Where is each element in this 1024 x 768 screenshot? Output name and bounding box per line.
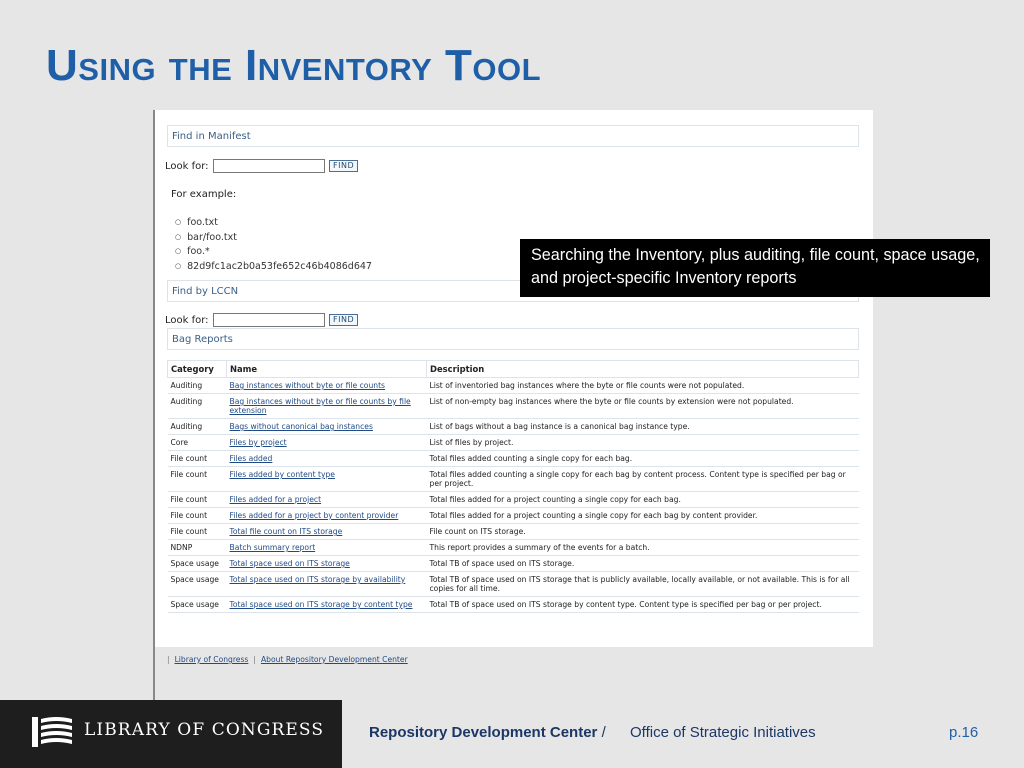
- manifest-search-input[interactable]: [213, 159, 325, 173]
- report-link[interactable]: Files added by content type: [227, 467, 427, 492]
- find-by-lccn-heading: Find by LCCN: [167, 280, 859, 302]
- footer-separator: /: [601, 724, 606, 741]
- report-link[interactable]: Total file count on ITS storage: [227, 524, 427, 540]
- example-item: ○ foo.*: [175, 244, 372, 259]
- left-margin: [0, 110, 153, 700]
- lccn-find-button[interactable]: FIND: [329, 314, 358, 326]
- inventory-screenshot: [153, 110, 873, 700]
- right-margin: [873, 110, 1024, 700]
- table-row: [168, 378, 859, 394]
- footer-link-loc[interactable]: Library of Congress: [174, 655, 249, 664]
- row-description: This report provides a summary of the events for a batch.: [427, 540, 859, 556]
- report-link[interactable]: Files added for a project by content provider: [227, 508, 427, 524]
- table-row: [168, 572, 859, 597]
- row-description: List of non-empty bag instances where the byte or file counts by extension were not populated.: [427, 394, 859, 419]
- table-row: [168, 394, 859, 419]
- row-category: Core: [168, 435, 227, 451]
- report-link[interactable]: Total space used on ITS storage by availability: [227, 572, 427, 597]
- table-header-row: [168, 361, 859, 378]
- table-row: [168, 419, 859, 435]
- report-link[interactable]: Bag instances without byte or file counts: [227, 378, 427, 394]
- lccn-search-row: [165, 313, 358, 328]
- row-category: Auditing: [168, 378, 227, 394]
- table-row: [168, 508, 859, 524]
- row-category: Space usage: [168, 597, 227, 613]
- footer-divider: |: [167, 655, 170, 664]
- row-category: Auditing: [168, 419, 227, 435]
- row-category: File count: [168, 467, 227, 492]
- look-for-label: Look for:: [165, 161, 209, 172]
- table-row: [168, 540, 859, 556]
- row-description: List of bags without a bag instance is a canonical bag instance type.: [427, 419, 859, 435]
- column-header-name: Name: [227, 361, 427, 378]
- bag-reports-table: [167, 360, 859, 613]
- row-description: Total TB of space used on ITS storage.: [427, 556, 859, 572]
- row-category: Auditing: [168, 394, 227, 419]
- report-link[interactable]: Batch summary report: [227, 540, 427, 556]
- row-category: File count: [168, 524, 227, 540]
- row-description: Total files added counting a single copy for each bag.: [427, 451, 859, 467]
- center-name: Repository Development Center: [369, 724, 598, 741]
- row-category: File count: [168, 492, 227, 508]
- report-link[interactable]: Total space used on ITS storage: [227, 556, 427, 572]
- table-row: [168, 556, 859, 572]
- table-row: [168, 597, 859, 613]
- bottom-bar: [0, 700, 1024, 768]
- report-link[interactable]: Total space used on ITS storage by content type: [227, 597, 427, 613]
- example-list: [175, 215, 372, 273]
- table-row: [168, 492, 859, 508]
- footer-link-about[interactable]: About Repository Development Center: [260, 655, 408, 664]
- report-link[interactable]: Bag instances without byte or file counts by file extension: [227, 394, 427, 419]
- table-row: [168, 467, 859, 492]
- column-header-category: Category: [168, 361, 227, 378]
- loc-brand-block: [0, 700, 342, 768]
- row-category: Space usage: [168, 572, 227, 597]
- report-link[interactable]: Files by project: [227, 435, 427, 451]
- example-item: ○ 82d9fc1ac2b0a53fe652c46b4086d647: [175, 259, 372, 274]
- row-category: File count: [168, 508, 227, 524]
- row-category: Space usage: [168, 556, 227, 572]
- row-description: Total files added counting a single copy for each bag by content process. Content type is specified per bag or per project.: [427, 467, 859, 492]
- footer-links: [167, 655, 408, 664]
- row-description: List of files by project.: [427, 435, 859, 451]
- page-number: p.16: [949, 724, 979, 741]
- loc-wordmark: LIBRARY OF CONGRESS: [84, 720, 325, 740]
- find-in-manifest-heading: Find in Manifest: [167, 125, 859, 147]
- footer-divider: |: [253, 655, 256, 664]
- column-header-description: Description: [427, 361, 859, 378]
- library-of-congress-logo-icon: [30, 713, 74, 751]
- bag-reports-heading: Bag Reports: [167, 328, 859, 350]
- report-link[interactable]: Files added: [227, 451, 427, 467]
- callout-box: Searching the Inventory, plus auditing, file count, space usage, and project-specific Inventory reports: [520, 239, 990, 297]
- example-item: ○ bar/foo.txt: [175, 230, 372, 245]
- row-description: Total files added for a project counting a single copy for each bag by content provider.: [427, 508, 859, 524]
- row-description: Total files added for a project counting a single copy for each bag.: [427, 492, 859, 508]
- report-link[interactable]: Files added for a project: [227, 492, 427, 508]
- slide-title: Using the Inventory Tool: [46, 41, 542, 90]
- row-description: Total TB of space used on ITS storage that is publicly available, locally available, or not available. This is for all copies for all time.: [427, 572, 859, 597]
- table-row: [168, 451, 859, 467]
- manifest-find-button[interactable]: FIND: [329, 160, 358, 172]
- title-bar: [0, 0, 1024, 110]
- footer-center-name: [369, 724, 606, 741]
- table-row: [168, 524, 859, 540]
- manifest-search-row: [165, 159, 358, 174]
- look-for-label: Look for:: [165, 315, 209, 326]
- example-label: For example:: [171, 189, 237, 200]
- row-category: NDNP: [168, 540, 227, 556]
- example-item: ○ foo.txt: [175, 215, 372, 230]
- table-row: [168, 435, 859, 451]
- lccn-search-input[interactable]: [213, 313, 325, 327]
- footer-office-name: Office of Strategic Initiatives: [630, 724, 816, 741]
- report-link[interactable]: Bags without canonical bag instances: [227, 419, 427, 435]
- row-category: File count: [168, 451, 227, 467]
- row-description: File count on ITS storage.: [427, 524, 859, 540]
- row-description: Total TB of space used on ITS storage by content type. Content type is specified per bag or per project.: [427, 597, 859, 613]
- row-description: List of inventoried bag instances where the byte or file counts were not populated.: [427, 378, 859, 394]
